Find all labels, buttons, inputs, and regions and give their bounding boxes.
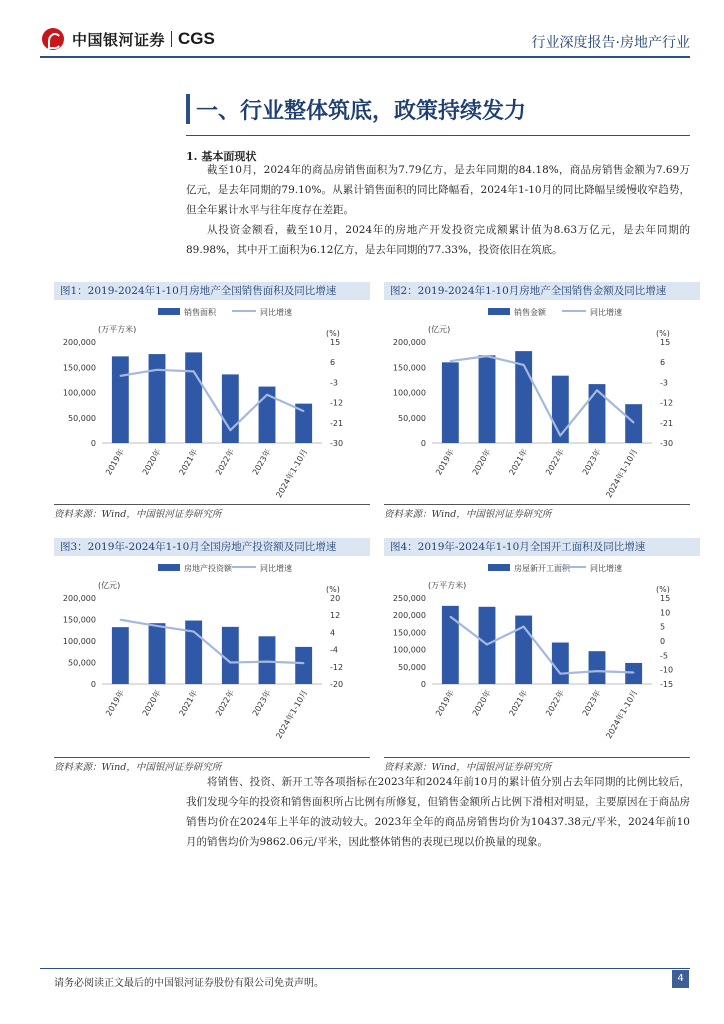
figure-2-title: 图2：2019-2024年1-10月房地产全国销售金额及同比增速: [384, 282, 700, 300]
figure-3: [54, 538, 370, 756]
right-axis-tick: -10: [660, 665, 674, 675]
bar: [479, 355, 496, 443]
cgs-logo-icon: [42, 28, 64, 50]
x-axis-tick: 2021年: [507, 688, 530, 718]
figure-3-chart: [54, 556, 370, 756]
x-axis-tick: 2021年: [177, 447, 200, 477]
right-axis-tick: -3: [330, 378, 338, 388]
left-axis-tick: 150,000: [62, 615, 96, 625]
x-axis-tick: 2020年: [470, 447, 493, 477]
x-axis-tick: 2019年: [434, 447, 457, 477]
right-axis-tick: -20: [330, 680, 344, 689]
x-axis-tick: 2020年: [470, 688, 493, 718]
figure-3-source: 资料来源：Wind，中国银河证券研究所: [54, 762, 222, 773]
left-axis-tick: 150,000: [392, 363, 426, 373]
line-point: [486, 355, 488, 357]
line-point: [303, 410, 305, 412]
x-axis-tick: 2022年: [214, 447, 237, 477]
x-axis-tick: 2022年: [544, 688, 567, 718]
legend-bar-swatch: [158, 308, 180, 315]
section-title: 一、行业整体筑底，政策持续发力: [196, 98, 527, 124]
figure-1-chart: [54, 300, 370, 515]
right-axis-tick: -12: [330, 398, 344, 408]
section-divider: [186, 135, 690, 136]
line-point: [120, 619, 122, 621]
bar: [625, 663, 642, 684]
figure-1-source: 资料来源：Wind，中国银河证券研究所: [54, 509, 222, 520]
x-axis-tick: 2020年: [140, 688, 163, 718]
line-point: [193, 371, 195, 373]
right-axis-tick: 12: [330, 611, 341, 621]
right-axis-tick: -30: [660, 439, 674, 448]
left-axis-tick: 200,000: [392, 611, 426, 621]
x-axis-tick: 2020年: [140, 447, 163, 477]
intro-paragraphs: [186, 160, 690, 260]
left-axis-unit: (亿元): [98, 581, 121, 590]
line-point: [596, 389, 598, 391]
right-axis-tick: -5: [660, 651, 668, 661]
x-axis-tick: 2024年1-10月: [274, 447, 310, 500]
x-axis-tick: 2019年: [434, 688, 457, 718]
bar: [552, 376, 569, 443]
analysis-paragraph: [186, 772, 690, 852]
legend-line-label: 同比增速: [260, 564, 292, 573]
figure-2-source: 资料来源：Wind，中国银河证券研究所: [384, 509, 552, 520]
right-axis-unit: (%): [326, 329, 340, 338]
bar: [149, 623, 166, 684]
left-axis-unit: (万平方米): [428, 581, 467, 590]
right-axis-tick: 0: [660, 637, 666, 646]
left-axis-tick: 200,000: [392, 338, 426, 347]
bar: [295, 647, 312, 684]
legend-bar-swatch: [488, 564, 510, 571]
left-axis-tick: 0: [420, 680, 426, 689]
left-axis-tick: 150,000: [62, 363, 96, 373]
line-point: [266, 661, 268, 663]
line-point: [230, 662, 232, 664]
right-axis-tick: 15: [660, 594, 671, 603]
x-axis-tick: 2023年: [250, 688, 273, 718]
paragraph-sales: 截至10月，2024年的商品房销售面积为7.79亿方，是去年同期的84.18%，商品房销售金额为7.69万亿元，是去年同期的79.10%。从累计销售面积的同比降幅看，2024年1-10月的同比降幅呈缓慢收窄趋势，但全年累计水平与往年度存在差距。: [186, 164, 690, 216]
bar: [222, 627, 239, 684]
left-axis-tick: 100,000: [392, 388, 426, 398]
left-axis-tick: 200,000: [62, 338, 96, 347]
x-axis-tick: 2023年: [250, 447, 273, 477]
line-point: [596, 670, 598, 672]
paragraph-analysis: 将销售、投资、新开工等各项指标在2023年和2024年前10月的累计值分别占去年同期的比例比较后，我们发现今年的投资和销售面积所占比例有所修复，但销售金额所占比例下滑相对明显，主要原因在于商品房销售均价在2024年上半年的波动较大。2023年全年的商品房销售均价为10437.38元/平米，2024年前10月的销售均价为9862.06元/平米，因此整体销售的表现已现以价换量的现象。: [186, 776, 690, 848]
left-axis-tick: 100,000: [392, 645, 426, 655]
line-point: [450, 616, 452, 618]
legend-bar-label: 销售金额: [514, 308, 546, 317]
x-axis-tick: 2022年: [544, 447, 567, 477]
right-axis-tick: -30: [330, 439, 344, 448]
line-point: [120, 375, 122, 377]
line-point: [560, 435, 562, 437]
line-point: [156, 369, 158, 371]
x-axis-tick: 2021年: [177, 688, 200, 718]
right-axis-unit: (%): [656, 585, 670, 594]
bar: [259, 636, 276, 684]
figure-4-source-rule: [384, 757, 690, 758]
right-axis-tick: 5: [660, 622, 666, 632]
line-point: [156, 625, 158, 627]
right-axis-tick: -12: [330, 662, 344, 672]
x-axis-tick: 2024年1-10月: [274, 688, 310, 741]
line-point: [633, 422, 635, 424]
right-axis-tick: 15: [660, 338, 671, 347]
figure-1-title: 图1：2019-2024年1-10月房地产全国销售面积及同比增速: [54, 282, 370, 300]
disclaimer: 请务必阅读正文最后的中国银河证券股份有限公司免责声明。: [54, 978, 324, 989]
line-point: [560, 673, 562, 675]
left-axis-tick: 250,000: [392, 594, 426, 603]
line-point: [303, 662, 305, 664]
right-axis-tick: -4: [330, 645, 338, 655]
legend-bar-label: 房地产投资额: [184, 564, 232, 573]
bar: [222, 374, 239, 443]
right-axis-tick: 15: [330, 338, 341, 347]
line-point: [633, 672, 635, 674]
line-point: [450, 360, 452, 362]
bar: [589, 384, 606, 443]
figure-2-source-rule: [384, 504, 690, 505]
bar: [625, 404, 642, 443]
x-axis-tick: 2023年: [580, 447, 603, 477]
footer-divider: [40, 968, 690, 969]
figure-1-source-rule: [54, 504, 370, 505]
right-axis-tick: 6: [330, 358, 336, 368]
left-axis-unit: (亿元): [428, 325, 451, 334]
left-axis-tick: 200,000: [62, 594, 96, 603]
left-axis-tick: 100,000: [62, 637, 96, 646]
right-axis-unit: (%): [326, 585, 340, 594]
x-axis-tick: 2019年: [104, 447, 127, 477]
logo-text: 中国银河证券: [72, 30, 166, 49]
paragraph-investment: 从投资金额看，截至10月，2024年的房地产开发投资完成额累计值为8.63万亿元，是去年同期的89.98%，其中开工面积为6.12亿方，是去年同期的77.33%，投资依旧在筑底。: [186, 224, 690, 256]
section-title-bar: [186, 94, 190, 124]
legend-bar-label: 销售面积: [184, 308, 216, 317]
right-axis-tick: -21: [660, 418, 674, 428]
report-type: 行业深度报告·房地产行业: [531, 35, 690, 51]
right-axis-tick: 6: [660, 358, 666, 368]
x-axis-tick: 2024年1-10月: [604, 447, 640, 500]
figure-1: [54, 282, 370, 515]
bar: [149, 354, 166, 443]
right-axis-tick: 20: [330, 594, 341, 603]
figure-4-title: 图4：2019年-2024年1-10月全国开工面积及同比增速: [384, 538, 700, 556]
bar: [552, 643, 569, 684]
legend-bar-swatch: [158, 564, 180, 571]
x-axis-tick: 2019年: [104, 688, 127, 718]
growth-line: [450, 617, 633, 674]
growth-line: [120, 620, 303, 663]
right-axis-unit: (%): [656, 329, 670, 338]
figure-4-source: 资料来源：Wind，中国银河证券研究所: [384, 762, 552, 773]
logo-separator: [171, 31, 172, 47]
right-axis-tick: -21: [330, 418, 344, 428]
left-axis-tick: 50,000: [68, 413, 96, 423]
logo-cgs: CGS: [178, 29, 215, 48]
line-point: [523, 364, 525, 366]
right-axis-tick: -3: [660, 378, 668, 388]
legend-line-label: 同比增速: [260, 308, 292, 317]
growth-line: [450, 356, 633, 435]
bar: [112, 627, 129, 684]
left-axis-tick: 50,000: [398, 662, 426, 672]
line-point: [523, 626, 525, 628]
growth-line: [120, 370, 303, 430]
bar: [589, 651, 606, 684]
left-axis-tick: 0: [420, 439, 426, 448]
figure-4-chart: [384, 556, 700, 756]
line-point: [266, 394, 268, 396]
left-axis-tick: 150,000: [392, 628, 426, 638]
line-point: [193, 631, 195, 633]
figure-4: [384, 538, 700, 756]
legend-line-label: 同比增速: [590, 308, 622, 317]
left-axis-unit: (万平方米): [98, 325, 137, 334]
x-axis-tick: 2023年: [580, 688, 603, 718]
right-axis-tick: -15: [660, 680, 674, 689]
right-axis-tick: -12: [660, 398, 674, 408]
bar: [112, 356, 129, 443]
line-point: [230, 429, 232, 431]
figure-3-source-rule: [54, 757, 370, 758]
left-axis-tick: 50,000: [398, 413, 426, 423]
x-axis-tick: 2024年1-10月: [604, 688, 640, 741]
legend-line-label: 同比增速: [590, 564, 622, 573]
right-axis-tick: 4: [330, 628, 336, 638]
left-axis-tick: 0: [90, 439, 96, 448]
right-axis-tick: 10: [660, 608, 671, 618]
left-axis-tick: 0: [90, 680, 96, 689]
bar: [442, 362, 459, 443]
figure-2: [384, 282, 700, 515]
line-point: [486, 644, 488, 646]
company-logo: [42, 28, 215, 50]
header-divider: [40, 56, 690, 58]
legend-bar-swatch: [488, 308, 510, 315]
left-axis-tick: 50,000: [68, 658, 96, 668]
legend-bar-label: 房屋新开工面积: [514, 564, 570, 573]
figure-2-chart: [384, 300, 700, 515]
x-axis-tick: 2022年: [214, 688, 237, 718]
figure-3-title: 图3：2019年-2024年1-10月全国房地产投资额及同比增速: [54, 538, 370, 556]
left-axis-tick: 100,000: [62, 388, 96, 398]
bar: [185, 352, 202, 443]
subheading: 1. 基本面现状: [186, 150, 257, 163]
page-number: 4: [672, 970, 689, 988]
x-axis-tick: 2021年: [507, 447, 530, 477]
